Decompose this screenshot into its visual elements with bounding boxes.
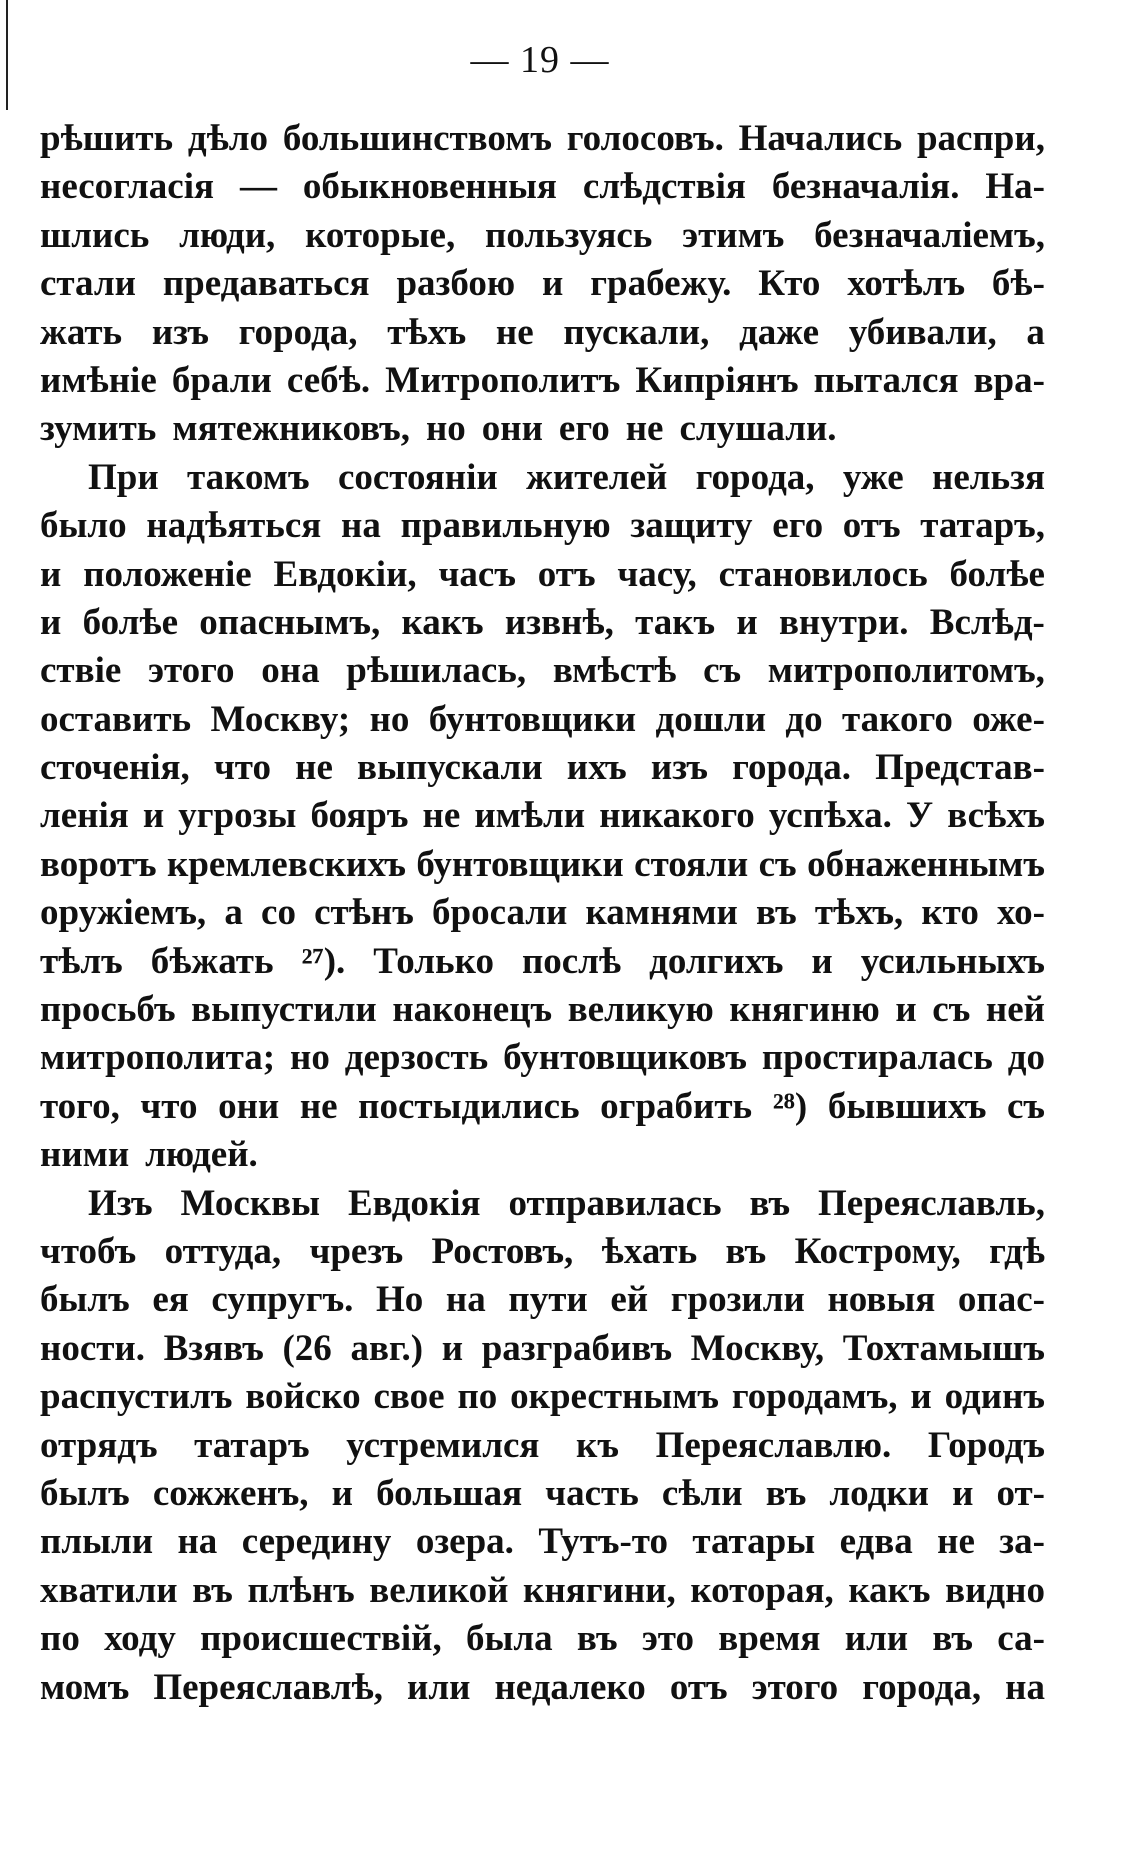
word: оттуда, [164,1230,282,1272]
word: грозили [670,1279,805,1321]
word: городамъ, [731,1376,898,1418]
word: Начались [738,118,903,159]
word: хватили [40,1569,178,1611]
word: великую [567,989,714,1031]
word: едва [839,1521,913,1563]
word: не [625,408,664,450]
word: со [261,892,296,934]
word: княгиню [729,989,880,1031]
word: бояръ [310,795,409,837]
word: не [937,1521,975,1563]
word: митрополитомъ, [767,650,1045,692]
word: стѣнъ [314,892,414,934]
word: ствіе [40,650,122,692]
word: Митрополитъ [385,359,621,401]
word: шлись [40,214,150,256]
text-line [40,260,1045,308]
word: его [772,505,824,547]
text-line [40,1131,1045,1179]
word: защиту [630,505,753,547]
text-line [40,696,1045,744]
word: не [299,1085,338,1127]
text-line [40,551,1045,599]
word: нельзя [932,456,1045,498]
word: слушали. [679,408,837,450]
word: Евдокіи, [273,553,417,595]
word: окрестнымъ [510,1376,720,1418]
word: успѣха. [768,795,892,837]
word: и [40,601,62,643]
word: татары [692,1521,816,1563]
text-line [40,1567,1045,1615]
word: пускали, [563,311,710,353]
word: распустилъ [40,1376,233,1418]
word: выпустили [191,989,377,1031]
word: отъ [669,1666,728,1708]
text-line [40,1470,1045,1518]
word: Городъ [927,1424,1045,1466]
text-line [40,744,1045,792]
word: тѣхъ, [814,892,904,934]
word: са- [997,1618,1045,1660]
word: рѣшилась, [346,650,527,692]
word: этого [147,650,235,692]
word: всѣхъ [947,795,1045,837]
word: города, [238,311,358,353]
word: выпускали [357,747,543,789]
word: оже- [972,698,1045,740]
word: этимъ [682,214,785,256]
word: вра- [973,359,1045,401]
text-line [40,986,1045,1034]
word: и [736,601,758,643]
word: города. [732,747,851,789]
word: отъ [537,553,596,595]
word: съ [703,650,742,692]
word: былъ [40,1472,130,1514]
word: большинствомъ [282,118,552,159]
word: Тохтамышъ [842,1327,1045,1369]
text-line [40,163,1045,211]
word: часу, [617,553,697,595]
word: авг.) [350,1327,424,1369]
word: тѣлъ [40,940,123,982]
word: людей. [145,1134,258,1176]
word: къ [576,1424,619,1466]
word: изъ [650,747,709,789]
word: брали [171,359,272,401]
word: ности. [40,1327,145,1369]
word: что [140,1085,198,1127]
word: и [910,1376,932,1418]
word: была [466,1618,553,1660]
text-line [40,1518,1045,1566]
word: ограбить [600,1085,753,1127]
text-line [40,115,1045,163]
word: опаснымъ, [199,601,381,643]
word: ея [152,1279,189,1321]
word: кто [921,892,979,934]
word: бѣжать [150,940,274,982]
word: часъ [438,553,516,595]
word: зумить [40,408,157,450]
word: Евдокія [347,1182,481,1224]
word: несогласія [40,166,215,208]
word: и [331,1472,353,1514]
word: происшествій, [200,1618,442,1660]
word: стали [40,263,136,305]
word: съ [1007,1085,1045,1127]
word: которая, [690,1569,834,1611]
word: болѣе [949,553,1045,595]
word: но [425,408,466,450]
word: угрозы [178,795,297,837]
word: Только [373,940,494,982]
word: по [457,1376,498,1418]
word: чтобъ [40,1230,137,1272]
word: такомъ [187,456,310,498]
word: имѣніе [40,359,157,401]
word: убивали, [848,311,997,353]
word: У [906,795,934,837]
word: на [1005,1666,1045,1708]
word: устремился [346,1424,540,1466]
text-line [40,792,1045,840]
word: такъ [635,601,716,643]
text-line [40,454,1045,502]
word: ними [40,1134,130,1176]
word: въ [765,1472,807,1514]
word: съ [758,843,797,885]
word: княгини, [523,1569,676,1611]
word: которые, [305,214,456,256]
word: она [261,650,320,692]
word: это [641,1618,694,1660]
word: или [844,1618,909,1660]
word: озера. [415,1521,514,1563]
word: отправилась [508,1182,722,1224]
text-line [40,1325,1045,1373]
word: Кострому, [794,1230,961,1272]
word: Переяславлю. [655,1424,892,1466]
word: отъ [842,505,901,547]
word: Москву; [210,698,351,740]
word: татаръ [194,1424,310,1466]
text-line [40,502,1045,550]
word: На- [985,166,1045,208]
word: великой [369,1569,509,1611]
word: въ [192,1569,233,1611]
text-line [40,1422,1045,1470]
word: митрополита; [40,1037,276,1079]
word: просьбъ [40,989,176,1031]
word: и [40,553,62,595]
paragraph-1 [40,115,1045,454]
word: за- [999,1521,1045,1563]
word: безначаліемъ, [814,214,1045,256]
text-line [40,647,1045,695]
word: тѣхъ [387,311,467,353]
word: оружіемъ, [40,892,207,934]
word: болѣе [82,601,178,643]
word: на [445,1279,486,1321]
word: или [407,1666,471,1708]
word: видно [945,1569,1045,1611]
word: Переяславлѣ, [153,1666,383,1708]
word: становилось [718,553,928,595]
word: а [1026,311,1045,353]
word: никакого [599,795,755,837]
word: извнѣ, [504,601,614,643]
word: камнями [585,892,738,934]
word: какъ [848,1569,931,1611]
word: того, [40,1085,120,1127]
word: люди, [179,214,276,256]
word: гдѣ [989,1230,1045,1272]
text-line [40,1228,1045,1276]
word: ихъ [566,747,627,789]
word: бывшихъ [827,1085,987,1127]
word: большая [376,1472,523,1514]
word: Кто [758,263,821,305]
word: сточенія, [40,747,190,789]
word: и [811,940,833,982]
word: его [558,408,610,450]
word: простиралась [761,1037,993,1079]
word: чрезъ [309,1230,404,1272]
word: опас- [957,1279,1045,1321]
word: и [895,989,917,1031]
word: ѣхать [601,1230,698,1272]
word: былъ [40,1279,130,1321]
word: Кипріянъ [635,359,799,401]
text-line [40,1034,1045,1082]
word: ²⁷). [301,940,346,982]
word: Москвы [180,1182,321,1224]
word: ходу [104,1618,176,1660]
word: съ [932,989,971,1031]
word: войско [245,1376,361,1418]
word: Представ- [875,747,1045,789]
word: а [224,892,243,934]
word: распри, [916,118,1045,159]
word: въ [749,1182,791,1224]
word: Но [376,1279,424,1321]
word: долгихъ [649,940,784,982]
text-line [40,1180,1045,1228]
word: хо- [997,892,1045,934]
word: они [481,408,543,450]
word: свое [373,1376,445,1418]
word: бунтовщики [416,843,624,885]
word: момъ [40,1666,130,1708]
word: бунтовщики [428,698,637,740]
word: сожженъ, [152,1472,309,1514]
word: Ростовъ, [431,1230,574,1272]
word: время [718,1618,821,1660]
word: и [441,1327,464,1369]
word: Тутъ-то [538,1521,668,1563]
word: города, [862,1666,982,1708]
word: от- [996,1472,1045,1514]
word: города, [695,456,815,498]
word: При [88,456,159,498]
word: воротъ [40,843,157,885]
word: пытался [813,359,959,401]
text-line [40,841,1045,889]
word: постыдились [358,1085,580,1127]
word: такого [842,698,953,740]
word: ленія [40,795,129,837]
paragraph-2 [40,454,1045,1180]
word: что [213,747,271,789]
word: но [369,698,410,740]
word: бунтовщиковъ [503,1037,747,1079]
word: дошли [655,698,767,740]
word: супругъ. [211,1279,354,1321]
word: лодки [829,1472,929,1514]
word: оставить [40,698,192,740]
word: въ [725,1230,767,1272]
word: голосовъ. [566,118,724,159]
word: Москву, [690,1327,825,1369]
word: — [239,166,277,208]
text-line [40,309,1045,357]
word: татаръ, [920,505,1045,547]
word: безначалія. [771,166,960,208]
word: въ [576,1618,618,1660]
word: на [177,1521,218,1563]
word: слѣдствія [582,166,746,208]
word: наконецъ [392,989,553,1031]
paragraph-3 [40,1180,1045,1712]
word: въ [756,892,797,934]
word: отрядъ [40,1424,158,1466]
word: положеніе [83,553,252,595]
word: правильную [400,505,611,547]
word: Изъ [88,1182,153,1224]
word: пути [508,1279,588,1321]
word: не [295,747,333,789]
word: не [495,311,534,353]
word: Взявъ [163,1327,264,1369]
word: Вслѣд- [929,601,1045,643]
word: плыли [40,1521,154,1563]
word: до [785,698,823,740]
word: но [290,1037,330,1079]
word: ²⁸) [772,1085,808,1127]
word: (26 [282,1327,332,1369]
word: дерзость [344,1037,489,1079]
word: и [142,795,165,837]
text-line [40,1276,1045,1324]
word: уже [842,456,904,498]
word: и [952,1472,974,1514]
word: даже [739,311,820,353]
text-line [40,1083,1045,1131]
word: обыкновенныя [302,166,557,208]
word: какъ [401,601,484,643]
word: грабежу. [590,263,732,305]
word: середину [241,1521,392,1563]
word: усильныхъ [860,940,1045,982]
word: надѣяться [146,505,322,547]
word: мятежниковъ, [172,408,410,450]
word: Переяславль, [818,1182,1045,1224]
word: рѣшить [40,118,174,159]
word: плѣнъ [247,1569,355,1611]
word: новыя [827,1279,936,1321]
word: и [542,263,564,305]
word: по [40,1618,80,1660]
text-line [40,1615,1045,1663]
word: ней [985,989,1045,1031]
word: не [422,795,461,837]
word: дѣло [187,118,269,159]
word: себѣ. [286,359,371,401]
word: до [1007,1037,1045,1079]
word: часть [545,1472,639,1514]
word: разграбивъ [481,1327,673,1369]
word: пользуясь [485,214,653,256]
word: ей [610,1279,649,1321]
word: одинъ [944,1376,1045,1418]
word: хотѣлъ [847,263,966,305]
page-number: — 19 — [470,39,610,81]
word: недалеко [494,1666,646,1708]
word: было [40,505,127,547]
text-line [40,889,1045,937]
word: сѣли [661,1472,743,1514]
word: внутри. [778,601,909,643]
word: жителей [526,456,668,498]
text-line [40,212,1045,260]
word: обнаженнымъ [807,843,1045,885]
word: вмѣстѣ [552,650,677,692]
word: изъ [151,311,209,353]
text-line [40,357,1045,405]
text-line [40,1373,1045,1421]
word: бросали [432,892,568,934]
word: бѣ- [991,263,1045,305]
word: въ [932,1618,973,1660]
word: этого [751,1666,839,1708]
word: предаваться [162,263,370,305]
body-text [40,115,1045,1712]
word: стояли [634,843,749,885]
text-line [40,405,1045,453]
word: послѣ [521,940,622,982]
word: они [218,1085,280,1127]
text-line [40,1664,1045,1712]
text-line [40,938,1045,986]
word: кремлевскихъ [167,843,406,885]
word: жать [40,311,123,353]
word: на [341,505,381,547]
word: разбою [396,263,516,305]
word: имѣли [474,795,586,837]
text-line [40,599,1045,647]
word: состояніи [337,456,498,498]
